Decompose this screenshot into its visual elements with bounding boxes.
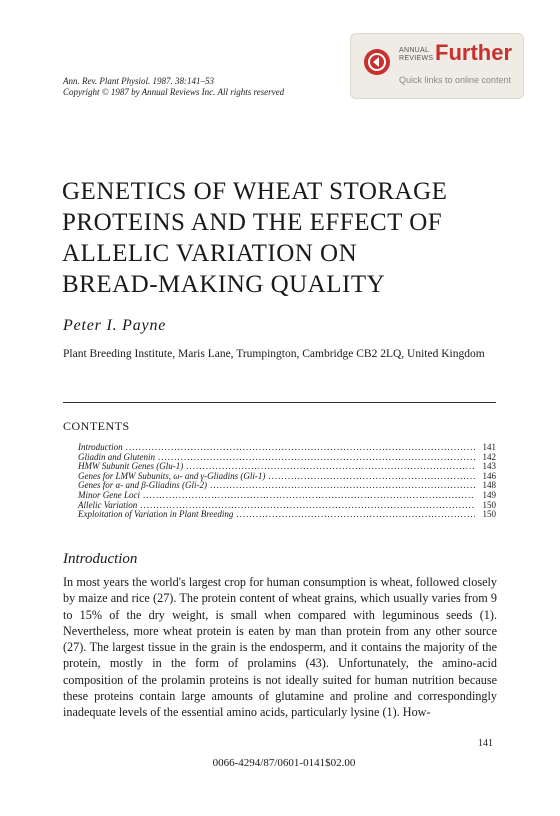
toc-entry[interactable]: Genes for LMW Subunits, ω- and γ-Gliadins (Gli-1) ..... 146 (78, 472, 496, 482)
title-line: ALLELIC VARIATION ON (62, 240, 358, 267)
article-title (62, 176, 502, 300)
annual-reviews-further-banner[interactable] (350, 33, 524, 99)
toc-entry[interactable]: Introduction ..... 141 (78, 443, 496, 453)
title-line: GENETICS OF WHEAT STORAGE (62, 178, 448, 205)
toc-entry[interactable]: Exploitation of Variation in Plant Breeding ..... 150 (78, 510, 496, 520)
banner-subtitle: Quick links to online content (399, 75, 512, 85)
introduction-heading: Introduction (63, 551, 138, 567)
author-name: Peter I. Payne (63, 317, 167, 334)
journal-citation (63, 76, 284, 98)
toc-entry[interactable]: HMW Subunit Genes (Glu-1) ..... 143 (78, 462, 496, 472)
contents-heading: CONTENTS (63, 419, 130, 433)
author-affiliation: Plant Breeding Institute, Maris Lane, Trumpington, Cambridge CB2 2LQ, United Kingdom (63, 348, 485, 360)
copyright-line: Copyright © 1987 by Annual Reviews Inc. All rights reserved (63, 87, 285, 97)
copyright-code: 0066-4294/87/0601-0141$02.00 (212, 757, 356, 769)
annual-reviews-wordmark: ANNUAL REVIEWS (399, 47, 434, 62)
title-line: BREAD-MAKING QUALITY (62, 271, 386, 298)
further-wordmark: Further (435, 40, 512, 65)
title-line: PROTEINS AND THE EFFECT OF (62, 209, 443, 236)
toc-entry[interactable]: Allelic Variation ..... 150 (78, 501, 496, 511)
citation-line: Ann. Rev. Plant Physiol. 1987. 38:141–53 (63, 76, 215, 86)
introduction-paragraph: In most years the world's largest crop for human consumption is wheat, followed closely by maize and rice (27). The protein content of wheat grains, which usually varies from 9 to 15% of the dry weight, is small when compared with leguminous seeds (1). Nevertheless, more wheat protein is eaten by man than protein from any other source (27). The largest tissue in the grain is the endosperm, and it contains the majority of the protein, mostly in the form of prolamins (43). Unfortunately, the amino-acid composition of the prolamin proteins is not ideally suited for human nutrition because these proteins contain large amounts of glutamine and proline and correspondingly inadequate levels of the essential amino acids, particularly lysine (1). How- (63, 575, 497, 720)
table-of-contents (78, 443, 496, 520)
section-divider (63, 402, 496, 403)
toc-entry[interactable]: Genes for α- and β-Gliadins (Gli-2) ..... 148 (78, 481, 496, 491)
page-number: 141 (478, 738, 493, 749)
toc-entry[interactable]: Minor Gene Loci ..... 149 (78, 491, 496, 501)
toc-entry[interactable]: Gliadin and Glutenin ..... 142 (78, 453, 496, 463)
further-logo-icon (363, 48, 391, 76)
